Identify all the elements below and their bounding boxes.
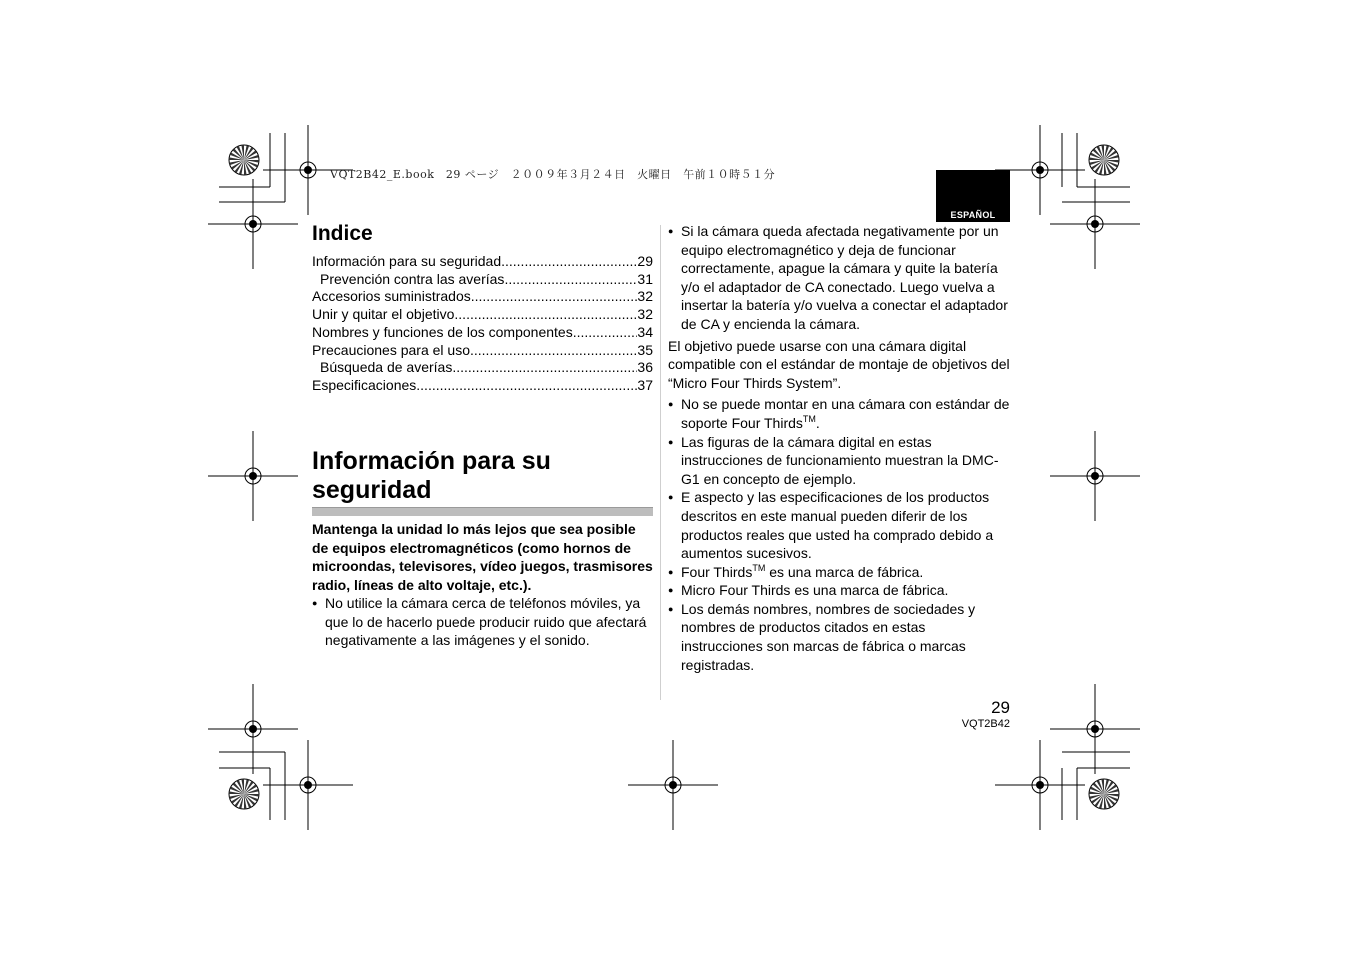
toc-entry[interactable] (312, 359, 653, 377)
registration-mark (208, 431, 298, 521)
toc-entry[interactable] (312, 324, 653, 342)
bullet-text: Four Thirds (681, 563, 753, 580)
toc-entry-page: 32 (637, 288, 653, 305)
toc-entry-page: 37 (637, 376, 653, 393)
page-number: 29 (991, 698, 1010, 717)
bullet-item (668, 563, 1010, 582)
trademark-mark: TM (752, 562, 766, 573)
bullet-item: ● No utilice la cámara cerca de teléfonos móviles, ya que lo de hacerlo puede producir ruido que afectará negativamente a las imágenes y el sonido. (312, 594, 653, 650)
bullet-item (668, 395, 1010, 432)
toc-entry-text: Especificaciones (312, 376, 417, 393)
registration-mark (1050, 684, 1140, 774)
starburst-mark (1089, 145, 1119, 175)
bullet-item: ● Los demás nombres, nombres de sociedades y nombres de productos citados en estas instrucciones son marcas de fábrica o marcas registradas. (668, 600, 1010, 674)
starburst-mark (1089, 779, 1119, 809)
index-title: Indice (312, 222, 373, 245)
model-code: VQT2B42 (961, 718, 1010, 730)
registration-mark (1050, 431, 1140, 521)
section-title-bar (312, 507, 653, 516)
toc-entry-text: Información para su seguridad (312, 253, 502, 269)
toc-entry-page: 36 (637, 359, 653, 376)
toc-entry-text: Búsqueda de averías (320, 359, 453, 376)
toc-entry-page: 31 (637, 270, 653, 287)
toc-entry-page: 32 (637, 306, 653, 323)
toc-entry-text: Unir y quitar el objetivo (312, 306, 455, 323)
toc-entry[interactable] (312, 253, 653, 271)
registration-mark (995, 740, 1085, 830)
safety-warning: Mantenga la unidad lo más lejos que sea posible de equipos electromagnéticos (como hornos de microondas, televisores, vídeo juegos, trasmisores radio, líneas de alto voltaje, etc.). (312, 521, 653, 593)
toc-entry-page: 34 (637, 323, 653, 340)
column-divider (660, 225, 661, 700)
bullet-text: es una marca de fábrica. (765, 563, 924, 580)
toc-entry-page: 29 (637, 253, 653, 269)
toc-entry[interactable] (312, 377, 653, 395)
registration-mark (628, 740, 718, 830)
print-header: VQT2B42_E.book 29 ページ ２００９年３月２４日 火曜日 午前１０時５１分 (330, 168, 776, 181)
safety-bullets (312, 594, 653, 650)
bullet-text: . (815, 414, 820, 431)
trademark-mark: TM (802, 413, 816, 424)
toc-entry-text: Accesorios suministrados (312, 288, 471, 305)
toc-entry-text: Prevención contra las averías (320, 270, 505, 287)
toc-entry[interactable] (312, 271, 653, 289)
language-tab-label: ESPAÑOL (950, 210, 996, 220)
toc-entry[interactable] (312, 306, 653, 324)
toc-entry-text: Nombres y funciones de los componentes (312, 323, 573, 340)
right-column (668, 222, 1010, 674)
bullet-text: No se puede montar en una cámara con estándar de soporte Four Thirds (681, 396, 1010, 431)
index-section (312, 220, 653, 395)
bullet-item: ● E aspecto y las especificaciones de los productos descritos en este manual pueden diferir de los productos reales que usted ha comprado debido a aumentos sucesivos. (668, 488, 1010, 562)
bullet-item: ● Micro Four Thirds es una marca de fábrica. (668, 581, 1010, 600)
bullet-item: ● Si la cámara queda afectada negativamente por un equipo electromagnético y deja de funcionar correctamente, apague la cámara y quite la batería y/o el adaptador de CA conectado. Luego vuelva a insertar la batería y/o vuelva a conectar el adaptador de CA y encienda la cámara. (668, 222, 1010, 334)
registration-mark (263, 740, 353, 830)
safety-title: Información para su seguridad (312, 447, 551, 504)
registration-mark (1050, 179, 1140, 269)
toc-entry[interactable] (312, 288, 653, 306)
starburst-mark (229, 145, 259, 175)
language-tab (936, 170, 1010, 222)
toc-entry-page: 35 (637, 341, 653, 358)
table-of-contents (312, 253, 653, 395)
starburst-mark (229, 779, 259, 809)
lens-compatibility-paragraph: El objetivo puede usarse con una cámara digital compatible con el estándar de montaje de objetivos del “Micro Four Thirds System”. (668, 337, 1010, 391)
toc-entry[interactable] (312, 342, 653, 360)
bullet-item: ● Las figuras de la cámara digital en estas instrucciones de funcionamiento muestran la DMC-G1 en concepto de ejemplo. (668, 433, 1010, 489)
toc-entry-text: Precauciones para el uso (312, 341, 470, 358)
